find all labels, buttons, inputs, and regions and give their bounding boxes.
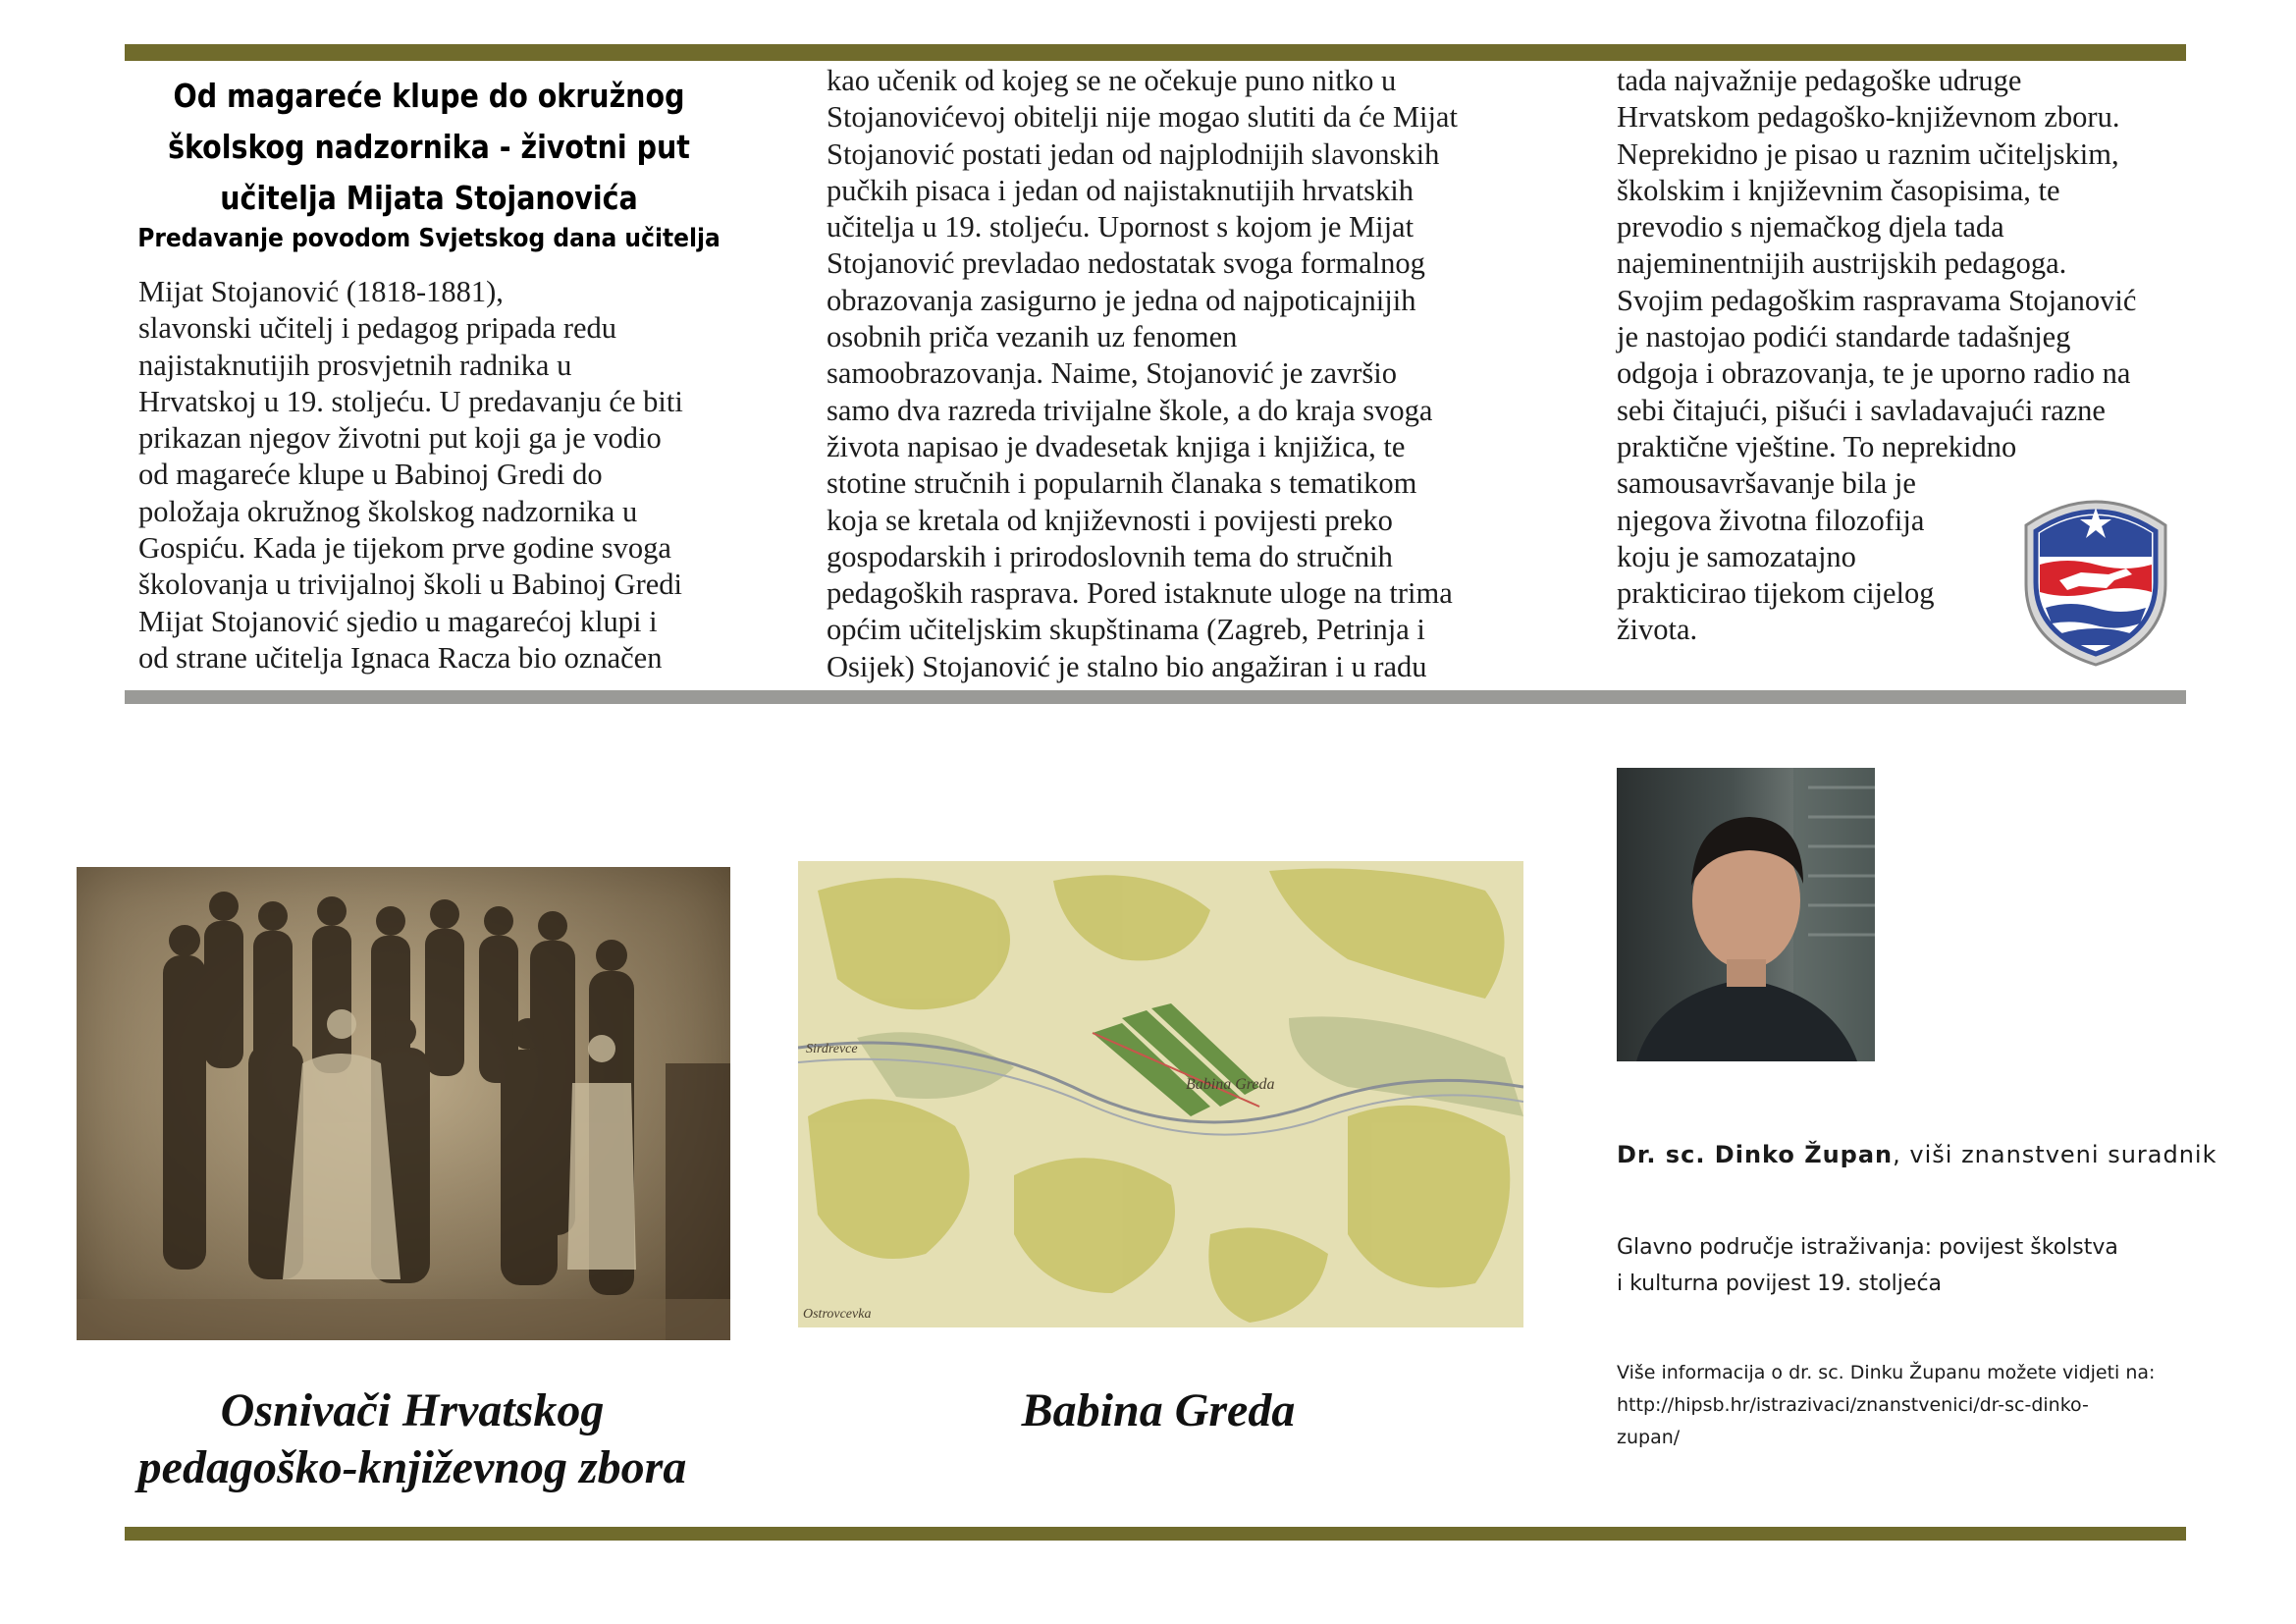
- col3-line: praktične vještine. To neprekidno: [1617, 429, 2017, 463]
- speaker-portrait: [1617, 768, 1875, 1061]
- title-line-3: učitelja Mijata Stojanovića: [220, 179, 638, 217]
- map-label-ostrovcevka: Ostrovcevka: [803, 1307, 872, 1322]
- lecture-title: [125, 71, 733, 255]
- profile-link-line-2[interactable]: zupan/: [1617, 1427, 1681, 1448]
- col3-line: koju je samozatajno: [1617, 539, 1856, 573]
- col3-line: najeminentnijih austrijskih pedagoga.: [1617, 246, 2067, 281]
- photo-caption-line-2: pedagoško-književnog zbora: [137, 1441, 687, 1493]
- bottom-rule: [125, 1527, 2186, 1541]
- col3-line: odgoja i obrazovanja, te je uporno radio na: [1617, 356, 2131, 391]
- map-caption: Babina Greda: [1021, 1384, 1296, 1436]
- col2-line: osobnih priča vezanih uz fenomen: [827, 320, 1238, 354]
- profile-link-line-1[interactable]: http://hipsb.hr/istrazivaci/znanstvenici/dr-sc-dinko-: [1617, 1394, 2089, 1416]
- col2-line: Stojanovićevoj obitelji nije mogao slutiti da će Mijat: [827, 100, 1458, 135]
- col3-line: školskim i književnim časopisima, te: [1617, 173, 2060, 207]
- col2-line: samo dva razreda trivijalne škole, a do kraja svoga: [827, 393, 1433, 427]
- top-rule: [125, 44, 2186, 61]
- col1-line: od magareće klupe u Babinoj Gredi do: [138, 458, 603, 492]
- col3-line: prakticirao tijekom cijelog: [1617, 576, 1935, 611]
- text-column-1: [138, 274, 747, 677]
- lecture-subtitle: Predavanje povodom Svjetskog dana učitelja: [137, 224, 721, 253]
- map-label-babina-greda: Babina Greda: [1186, 1076, 1275, 1093]
- map-label-sirdrevce: Sirdrevce: [806, 1042, 858, 1056]
- col1-line: Mijat Stojanović (1818-1881),: [138, 275, 504, 308]
- research-line-1: Glavno područje istraživanja: povijest školstva: [1617, 1235, 2118, 1260]
- coat-of-arms-icon: [2012, 486, 2179, 668]
- col1-line: Hrvatskoj u 19. stoljeću. U predavanju će biti: [138, 384, 683, 418]
- col3-line: života.: [1617, 613, 1698, 647]
- col2-line: učitelja u 19. stoljeću. Upornost s kojom je Mijat: [827, 210, 1415, 244]
- more-info-text: Više informacija o dr. sc. Dinku Županu možete vidjeti na:: [1617, 1362, 2156, 1383]
- research-area: [1617, 1229, 2118, 1302]
- title-line-2: školskog nadzornika - životni put: [168, 128, 690, 166]
- col2-line: života napisao je dvadesetak knjiga i knjižica, te: [827, 429, 1406, 463]
- col2-line: obrazovanja zasigurno je jedna od najpoticajnijih: [827, 283, 1416, 317]
- col1-line: slavonski učitelj i pedagog pripada redu: [138, 311, 617, 346]
- col1-line: najistaknutijih prosvjetnih radnika u: [138, 348, 572, 382]
- photo-caption: [98, 1382, 726, 1496]
- col2-line: Stojanović postati jedan od najplodnijih slavonskih: [827, 136, 1440, 171]
- col3-line: Hrvatskom pedagoško-književnom zboru.: [1617, 100, 2120, 135]
- speaker-role: , viši znanstveni suradnik: [1893, 1141, 2217, 1168]
- col1-line: Gospiću. Kada je tijekom prve godine svoga: [138, 531, 671, 566]
- col2-line: stotine stručnih i popularnih članaka s tematikom: [827, 466, 1417, 501]
- col1-line: školovanja u trivijalnoj školi u Babinoj Gredi: [138, 568, 683, 602]
- col2-line: kao učenik od kojeg se ne očekuje puno nitko u: [827, 64, 1397, 97]
- title-line-1: Od magareće klupe do okružnog: [173, 77, 685, 115]
- col3-line: samousavršavanje bila je: [1617, 466, 1916, 501]
- col2-line: Osijek) Stojanović je stalno bio angažiran i u radu: [827, 649, 1427, 683]
- col3-line: prevodio s njemačkog djela tada: [1617, 210, 2004, 244]
- col3-line: Neprekidno je pisao u raznim učiteljskim,: [1617, 136, 2119, 171]
- col3-line: njegova životna filozofija: [1617, 503, 1925, 537]
- more-info: [1617, 1357, 2155, 1454]
- col2-line: općim učiteljskim skupštinama (Zagreb, Petrinja i: [827, 613, 1425, 647]
- col2-line: Stojanović prevladao nedostatak svoga formalnog: [827, 246, 1425, 281]
- col3-line: tada najvažnije pedagoške udruge: [1617, 64, 2022, 97]
- photo-caption-line-1: Osnivači Hrvatskog: [220, 1384, 605, 1436]
- col2-line: koja se kretala od književnosti i povijesti preko: [827, 503, 1393, 537]
- middle-rule: [125, 690, 2186, 704]
- col1-line: prikazan njegov životni put koji ga je vodio: [138, 421, 662, 456]
- founders-group-photo: [77, 867, 730, 1340]
- col3-line: Svojim pedagoškim raspravama Stojanović: [1617, 283, 2137, 317]
- col2-line: gospodarskih i prirodoslovnih tema do stručnih: [827, 539, 1393, 573]
- col2-line: pedagoških rasprava. Pored istaknute uloge na trima: [827, 576, 1453, 611]
- col1-line: Mijat Stojanović sjedio u magarećoj klupi i: [138, 604, 658, 638]
- col3-line: sebi čitajući, pišući i savladavajući razne: [1617, 393, 2106, 427]
- col2-line: samoobrazovanja. Naime, Stojanović je završio: [827, 356, 1398, 391]
- speaker-name: Dr. sc. Dinko Župan: [1617, 1141, 1894, 1168]
- col1-line: od strane učitelja Ignaca Racza bio označen: [138, 640, 663, 675]
- research-line-2: i kulturna povijest 19. stoljeća: [1617, 1272, 1943, 1296]
- babina-greda-map: [798, 861, 1523, 1327]
- speaker-name-line: [1617, 1139, 2217, 1170]
- col1-line: položaja okružnog školskog nadzornika u: [138, 494, 638, 528]
- col3-line: je nastojao podići standarde tadašnjeg: [1617, 320, 2071, 354]
- text-column-2: [827, 63, 1514, 685]
- col2-line: pučkih pisaca i jedan od najistaknutijih hrvatskih: [827, 173, 1415, 207]
